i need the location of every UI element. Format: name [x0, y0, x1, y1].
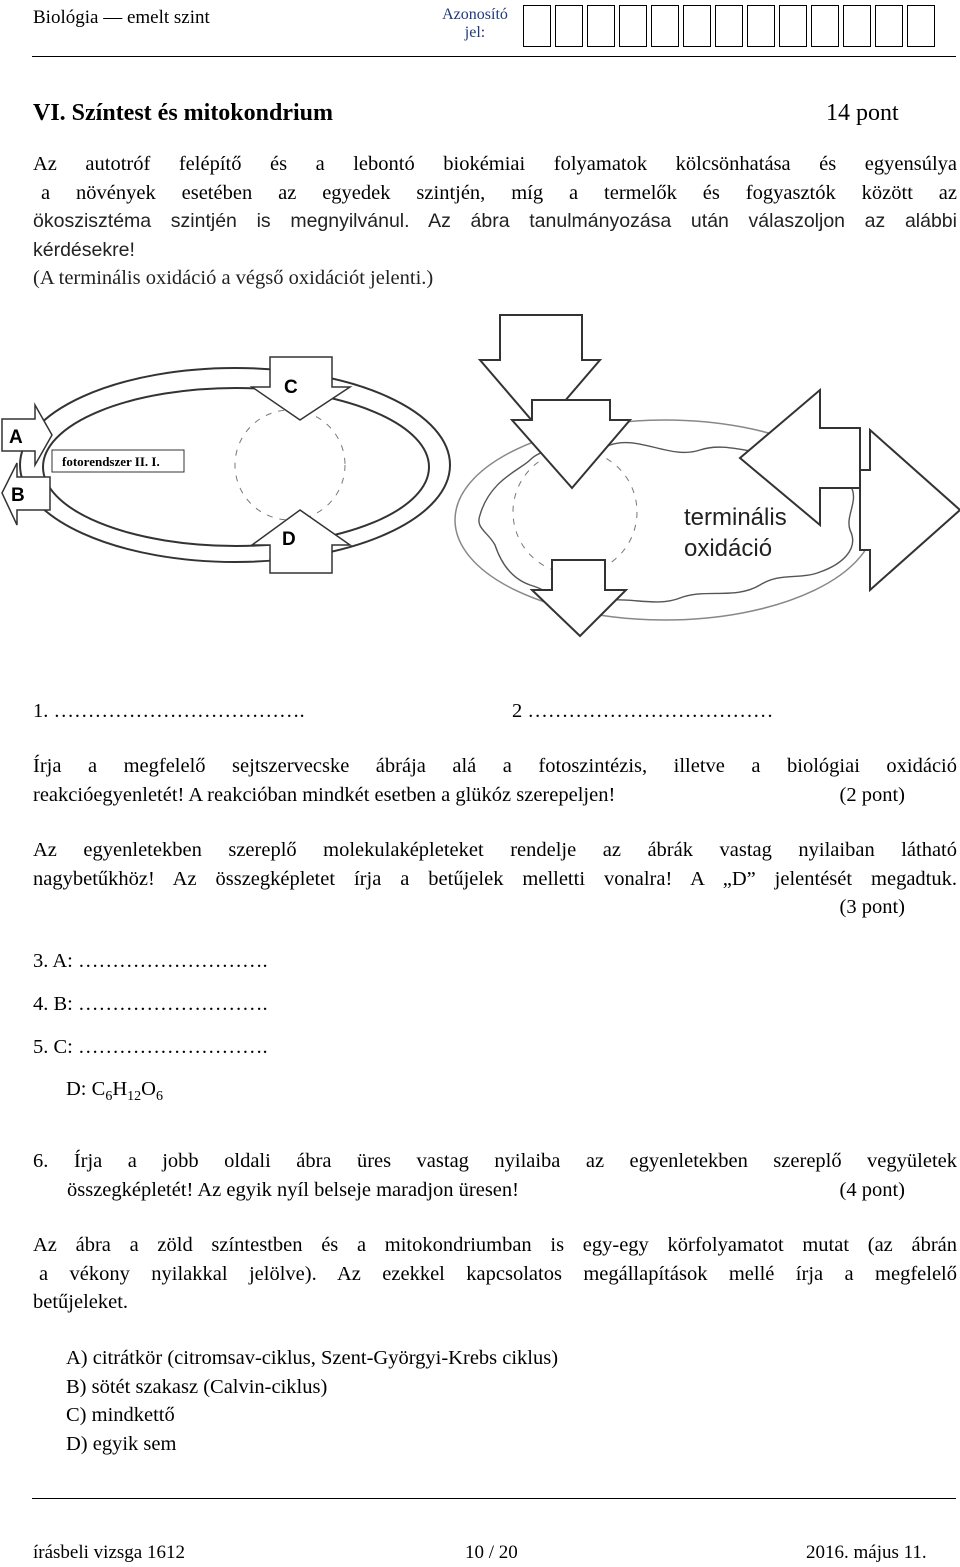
- id-box[interactable]: [875, 5, 903, 47]
- id-box[interactable]: [523, 5, 551, 47]
- chloroplast-diagram: [0, 355, 470, 595]
- id-box[interactable]: [651, 5, 679, 47]
- terminal-oxidation-label-1: terminális: [684, 504, 787, 531]
- id-box[interactable]: [683, 5, 711, 47]
- arrow-right-out[interactable]: [860, 430, 960, 590]
- task-line: reakcióegyenletét! A reakcióban mindkét esetben a glükóz szerepeljen!: [33, 783, 616, 806]
- id-label: [432, 6, 518, 42]
- answer-2-line[interactable]: 2 ………………………………: [512, 700, 774, 722]
- id-box[interactable]: [619, 5, 647, 47]
- arrow-a-label: A: [9, 427, 23, 448]
- intro-paragraph: [33, 150, 957, 293]
- intro-line: Az autotróf felépítő és a lebontó biokémiai folyamatok kölcsönhatása és egyensúlya: [33, 153, 957, 175]
- arrow-c: [252, 357, 350, 420]
- task-6: [33, 1147, 957, 1204]
- option-item: B) sötét szakasz (Calvin-ciklus): [66, 1375, 328, 1398]
- id-label-line1: Azonosító: [442, 6, 508, 23]
- formula-subscript: 6: [155, 1089, 163, 1105]
- option-item: D) egyik sem: [66, 1432, 177, 1455]
- task-line: összegképletét! Az egyik nyíl belseje maradjon üresen!: [67, 1178, 519, 1201]
- id-box[interactable]: [747, 5, 775, 47]
- intro-line: a növények esetében az egyedek szintjén, míg a termelők és fogyasztók között az: [41, 181, 957, 204]
- footer-rule: [32, 1498, 956, 1499]
- arrow-d-label: D: [282, 529, 296, 550]
- id-box[interactable]: [715, 5, 743, 47]
- intro-note: (A terminális oxidáció a végső oxidációt jelenti.): [33, 267, 434, 289]
- intro-line: kérdésekre!: [33, 238, 135, 261]
- answer-3-line[interactable]: 3. A: ……………………….: [33, 950, 268, 972]
- formula-part: H: [112, 1078, 128, 1100]
- option-item: C) mindkettő: [66, 1404, 175, 1426]
- photosystem-label: fotorendszer II. I.: [62, 454, 160, 469]
- id-box[interactable]: [811, 5, 839, 47]
- terminal-oxidation-label-2: oxidáció: [684, 535, 773, 562]
- exam-subject: Biológia — emelt szint: [33, 7, 210, 28]
- task-7: [33, 1231, 957, 1317]
- header-rule: [32, 56, 956, 57]
- option-item: A) citrátkör (citromsav-ciklus, Szent-Györgyi-Krebs ciklus): [66, 1347, 559, 1369]
- footer-page-number: 10 / 20: [465, 1542, 518, 1563]
- arrow-b-label: B: [11, 485, 25, 506]
- formula-part: D: C: [66, 1078, 106, 1100]
- answer-1-line[interactable]: 1. ……………………………….: [33, 700, 305, 722]
- task-line: nagybetűkhöz! Az összegképletet írja a betűjelek melletti vonalra! A „D” jelentését megadtuk.: [33, 867, 957, 890]
- formula-part: O: [141, 1078, 156, 1100]
- task-points: (3 pont): [839, 896, 905, 918]
- intro-line: ökoszisztéma szintjén is megnyilvánul. Az ábra tanulmányozása után válaszoljon az alábbi: [33, 210, 957, 232]
- id-box[interactable]: [843, 5, 871, 47]
- task-reaction-equation: [33, 752, 957, 809]
- task-line: Írja a megfelelő sejtszervecske ábrája alá a fotoszintézis, illetve a biológiai oxidáció: [33, 755, 957, 777]
- glucose-formula: [66, 1078, 163, 1105]
- task-points: (2 pont): [839, 783, 905, 806]
- arrow-d: [252, 510, 350, 573]
- arrow-c-label: C: [284, 377, 298, 398]
- id-box[interactable]: [907, 5, 935, 47]
- formula-subscript: 6: [105, 1089, 113, 1105]
- task-formulas: [33, 836, 957, 922]
- option-list: [66, 1344, 558, 1458]
- task-line: 6. Írja a jobb oldali ábra üres vastag nyilaiba az egyenletekben szereplő vegyületek: [33, 1150, 957, 1172]
- answer-5-line[interactable]: 5. C: ……………………….: [33, 1036, 268, 1058]
- formula-subscript: 12: [127, 1089, 142, 1105]
- id-label-line2: jel:: [464, 24, 486, 41]
- section-title: VI. Színtest és mitokondrium: [33, 100, 334, 126]
- id-box[interactable]: [587, 5, 615, 47]
- answer-4-line[interactable]: 4. B: ……………………….: [33, 993, 268, 1015]
- task-line: Az egyenletekben szereplő molekulaképleteket rendelje az ábrák vastag nyilaiban látható: [33, 839, 957, 861]
- footer-exam-code: írásbeli vizsga 1612: [33, 1542, 185, 1563]
- task-points: (4 pont): [839, 1178, 905, 1201]
- id-box[interactable]: [779, 5, 807, 47]
- mitochondrion-diagram: [440, 310, 960, 650]
- task-line: Az ábra a zöld színtestben és a mitokondriumban is egy-egy körfolyamatot mutat (az ábrán: [33, 1234, 957, 1256]
- task-line: a vékony nyilakkal jelölve). Az ezekkel kapcsolatos megállapítások mellé írja a megfelelő: [39, 1262, 957, 1285]
- id-box[interactable]: [555, 5, 583, 47]
- arrow-bottom-out[interactable]: [532, 560, 626, 636]
- task-line: betűjeleket.: [33, 1291, 129, 1313]
- section-points: 14 pont: [826, 100, 899, 126]
- calvin-cycle-circle: [235, 410, 345, 520]
- footer-date: 2016. május 11.: [806, 1542, 927, 1563]
